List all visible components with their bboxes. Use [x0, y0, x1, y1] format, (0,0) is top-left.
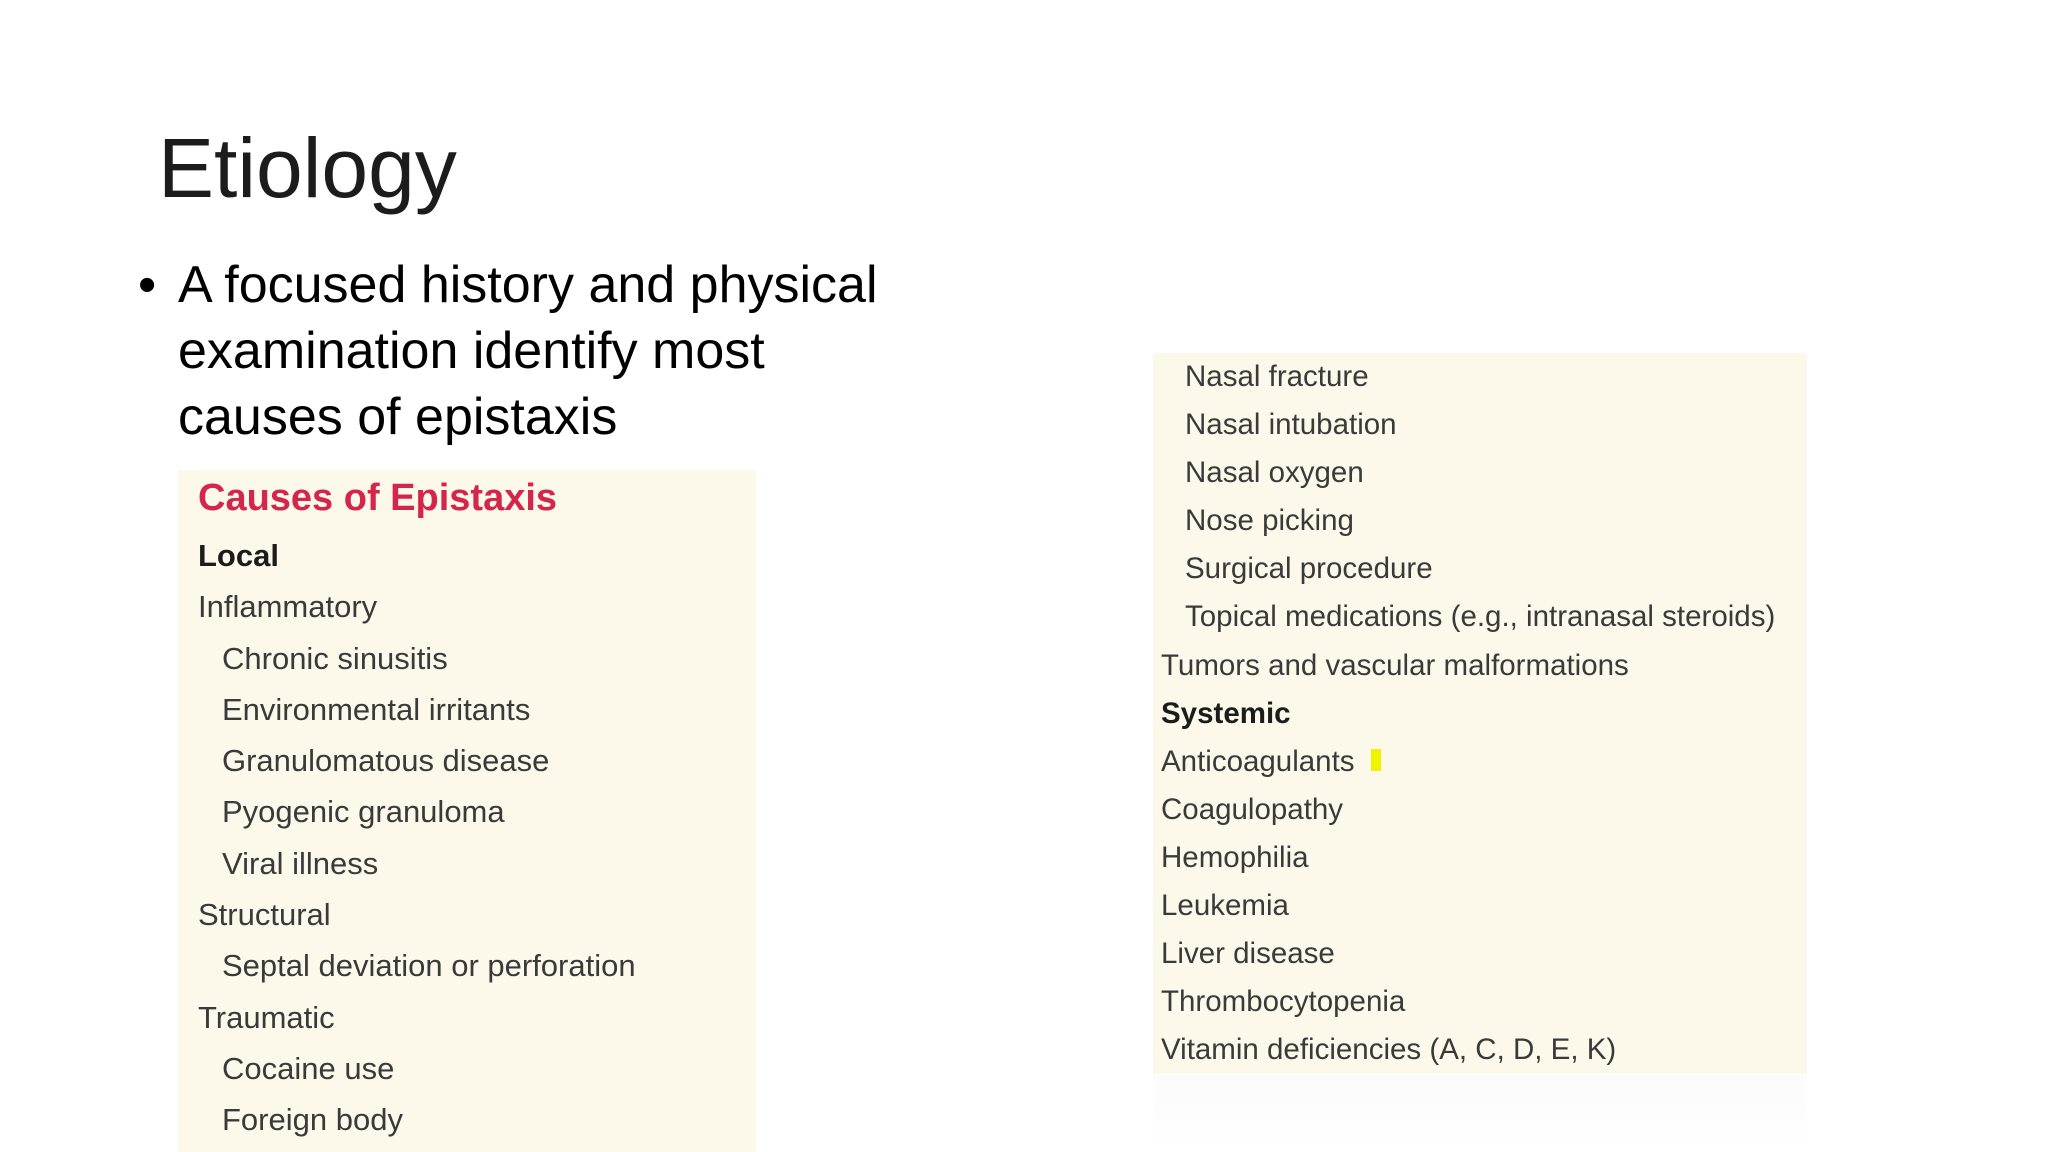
table-row-label: Foreign body: [222, 1102, 403, 1138]
table-row-label: Granulomatous disease: [222, 743, 550, 779]
table-row-label: Coagulopathy: [1161, 792, 1344, 826]
table-row-label: Liver disease: [1161, 937, 1335, 971]
table-row-label: Hemophilia: [1161, 840, 1309, 874]
table-category: [1161, 882, 1807, 930]
table-row-label: Vitamin deficiencies (A, C, D, E, K): [1161, 1033, 1617, 1067]
table-subitem: [198, 735, 756, 786]
bullet-text: A focused history and physical examination identify most causes of epistaxis: [178, 256, 878, 446]
bullet-point: [138, 252, 938, 450]
table-section-heading: [198, 530, 756, 581]
table-subitem: [198, 684, 756, 735]
table-row-label: Anticoagulants: [1161, 744, 1355, 778]
table-row-label: Chronic sinusitis: [222, 640, 448, 676]
table-category: [1161, 642, 1807, 690]
table-row-label: Septal deviation or perforation: [222, 948, 636, 984]
table-row-label: Tumors and vascular malformations: [1161, 648, 1629, 682]
table-category: [1161, 786, 1807, 834]
table-row-label: Nose picking: [1185, 504, 1354, 538]
table-category: [1161, 1026, 1807, 1074]
table-row-label: Thrombocytopenia: [1161, 985, 1406, 1019]
table-row-label: Inflammatory: [198, 589, 378, 625]
table-subitem: [1161, 353, 1807, 401]
table-category: [198, 889, 756, 940]
table-category: [1161, 834, 1807, 882]
table-subitem: [198, 838, 756, 889]
table-row-label: Surgical procedure: [1185, 552, 1433, 586]
table-row-label: Local: [198, 538, 279, 573]
table-rows-left: [198, 530, 756, 1146]
table-row-label: Leukemia: [1161, 889, 1289, 923]
table-category: [198, 581, 756, 632]
table-row-label: Systemic: [1161, 696, 1291, 730]
causes-table-right: [1153, 353, 1807, 1073]
table-subitem: [1161, 593, 1807, 641]
table-subitem: [198, 1094, 756, 1145]
table-title: Causes of Epistaxis: [198, 477, 558, 519]
table-row-label: Viral illness: [222, 845, 379, 881]
table-category: [1161, 978, 1807, 1026]
table-category: [1161, 738, 1807, 786]
table-subitem: [198, 786, 756, 837]
table-subitem: [1161, 497, 1807, 545]
table-category: [198, 992, 756, 1043]
slide-title: Etiology: [158, 121, 457, 215]
table-subitem: [198, 940, 756, 991]
table-row-label: Environmental irritants: [222, 691, 531, 727]
table-section-heading: [1161, 690, 1807, 738]
table-subitem: [198, 633, 756, 684]
table-subitem: [1161, 401, 1807, 449]
table-row-label: Topical medications (e.g., intranasal steroids): [1185, 600, 1776, 634]
highlight-marker: [1371, 749, 1381, 771]
table-row-label: Nasal intubation: [1185, 408, 1397, 442]
image-bottom-shadow: [1153, 1073, 1807, 1152]
table-row-label: Nasal fracture: [1185, 360, 1369, 393]
table-subitem: [198, 1043, 756, 1094]
table-row-label: Traumatic: [198, 999, 335, 1035]
table-subitem: [1161, 449, 1807, 497]
table-row-label: Structural: [198, 897, 331, 933]
table-row-label: Pyogenic granuloma: [222, 794, 505, 830]
table-subitem: [1161, 545, 1807, 593]
table-row-label: Cocaine use: [222, 1050, 395, 1086]
table-row-label: Nasal oxygen: [1185, 456, 1364, 490]
table-rows-right: [1161, 353, 1807, 1074]
causes-table-left: [178, 470, 756, 1152]
bullet-icon: •: [138, 256, 157, 314]
table-category: [1161, 930, 1807, 978]
